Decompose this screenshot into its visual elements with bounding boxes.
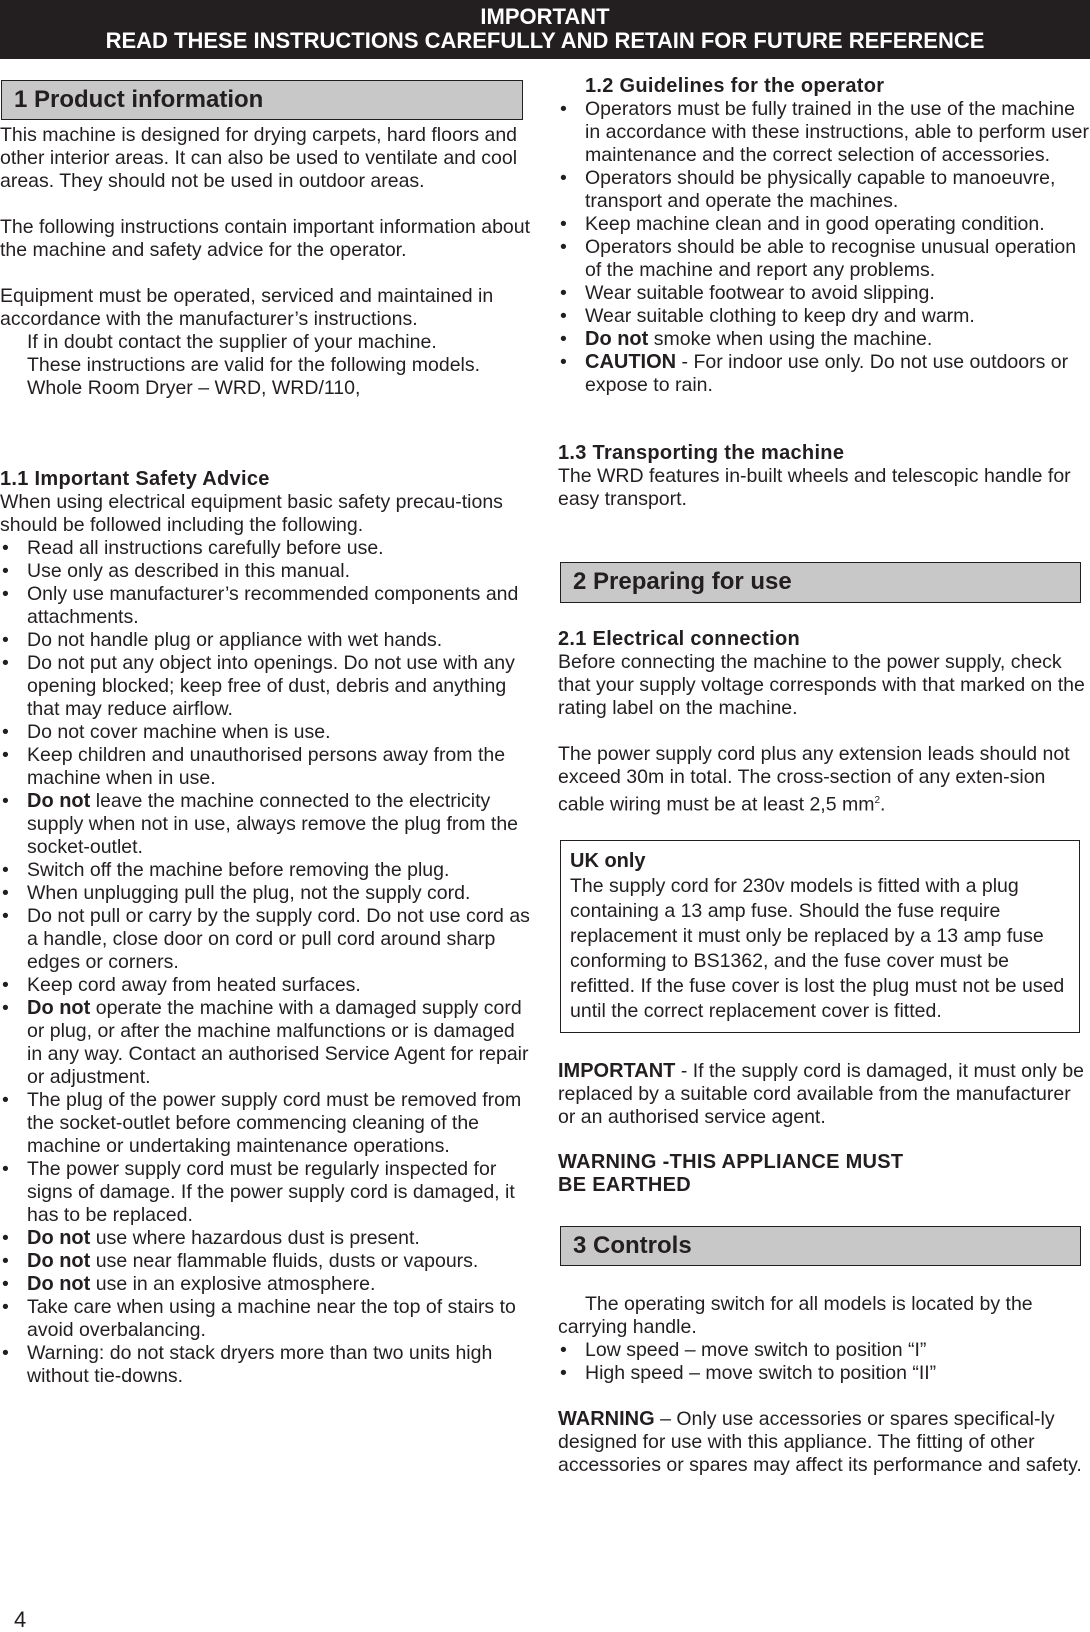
safety-item (0, 974, 533, 997)
safety-item (0, 744, 533, 790)
important-text: - If the supply cord is damaged, it must only be replaced by a suitable cord available from the manufacturer or an authorised service agent. (558, 1060, 1085, 1128)
section-3-heading: 3 Controls (560, 1226, 1081, 1266)
banner-line-1: IMPORTANT (480, 4, 610, 29)
product-info-paragraph-1: This machine is designed for drying carpets, hard floors and other interior areas. It can also be used to ventilate and cool areas. They should not be used in outdoor areas. (0, 124, 518, 192)
control-item (558, 1362, 1088, 1385)
guideline-item (558, 305, 1090, 328)
electrical-paragraph-1: Before connecting the machine to the power supply, check that your supply voltage corresponds with that marked on the rating label on the machine. (558, 651, 1085, 719)
controls-intro: The operating switch for all models is located by the carrying handle. (558, 1293, 1033, 1338)
safety-item-text: use near flammable fluids, dusts or vapours. (90, 1250, 479, 1272)
safety-item (0, 537, 533, 560)
electrical-paragraph-2-text: The power supply cord plus any extension leads should not exceed 30m in total. The cross-section of any exten-sion cable wiring must be at least 2,5 mm (558, 743, 1070, 816)
safety-item-text: Warning: do not stack dryers more than two units high without tie-downs. (27, 1342, 493, 1387)
section-1-heading: 1 Product information (1, 80, 523, 120)
safety-item (0, 1227, 533, 1250)
guideline-item (558, 282, 1090, 305)
guideline-item (558, 351, 1090, 397)
product-info-paragraph-2: The following instructions contain important information about the machine and safety advice for the operator. (0, 216, 531, 261)
section-1-3-heading: 1.3 Transporting the machine (558, 442, 845, 464)
product-info-paragraph-4: If in doubt contact the supplier of your machine. (27, 331, 437, 353)
safety-item-text: use where hazardous dust is present. (90, 1227, 420, 1249)
safety-advice-list (0, 537, 533, 1388)
guideline-item (558, 328, 1090, 351)
earthed-warning (558, 1151, 1088, 1197)
safety-item (0, 1158, 533, 1227)
earthed-warning-line-1: WARNING -THIS APPLIANCE MUST (558, 1151, 904, 1173)
safety-item-text: The plug of the power supply cord must be removed from the socket-outlet before commencing cleaning of the machine or undertaking maintenance operations. (27, 1089, 522, 1157)
superscript-2: 2 (874, 795, 881, 806)
transport-text: The WRD features in-built wheels and telescopic handle for easy transport. (558, 465, 1071, 510)
safety-item-text: leave the machine connected to the electricity supply when not in use, always remove the plug from the socket-outlet. (27, 790, 519, 858)
safety-item (0, 1250, 533, 1273)
guideline-item (558, 213, 1090, 236)
safety-item (0, 1342, 533, 1388)
guideline-item-text: Wear suitable clothing to keep dry and warm. (585, 305, 975, 327)
safety-item-bold: Do not (27, 1227, 91, 1249)
product-info-paragraph-3: Equipment must be operated, serviced and maintained in accordance with the manufacturer’s instructions. (0, 285, 494, 330)
important-label: IMPORTANT (558, 1060, 676, 1082)
guideline-item-text: Wear suitable footwear to avoid slipping. (585, 282, 935, 304)
safety-item-bold: Do not (27, 790, 91, 812)
electrical-body (558, 651, 1088, 817)
safety-item (0, 629, 533, 652)
safety-item-text: Take care when using a machine near the top of stairs to avoid overbalancing. (27, 1296, 516, 1341)
banner-line-2: READ THESE INSTRUCTIONS CAREFULLY AND RETAIN FOR FUTURE REFERENCE (105, 28, 985, 53)
earthed-warning-line-2: BE EARTHED (558, 1174, 692, 1196)
safety-item (0, 1273, 533, 1296)
control-item-text: High speed – move switch to position “II” (585, 1362, 937, 1384)
section-1-body (0, 124, 535, 400)
safety-item (0, 721, 533, 744)
control-item-text: Low speed – move switch to position “I” (585, 1339, 927, 1361)
safety-item (0, 882, 533, 905)
electrical-paragraph-2-end: . (880, 793, 886, 816)
warning-text: – Only use accessories or spares specifical-ly designed for use with this appliance. The fitting of other accessories or spares may affect its performance and safety. (558, 1408, 1082, 1476)
safety-intro: When using electrical equipment basic safety precau-tions should be followed including the following. (0, 491, 503, 536)
safety-item-text: The power supply cord must be regularly inspected for signs of damage. If the power supply cord is damaged, it has to be replaced. (27, 1158, 515, 1226)
safety-item (0, 1089, 533, 1158)
page-number: 4 (14, 1607, 27, 1632)
safety-item-text: Do not put any object into openings. Do not use with any opening blocked; keep free of dust, debris and anything that may reduce airflow. (27, 652, 515, 720)
product-info-paragraph-5: These instructions are valid for the following models. (27, 354, 481, 376)
guideline-item-text: Operators must be fully trained in the use of the machine in accordance with these instructions, able to perform user maintenance and the correct selection of accessories. (585, 98, 1090, 166)
safety-item (0, 905, 533, 974)
guideline-item-text: smoke when using the machine. (648, 328, 933, 350)
controls-list (558, 1339, 1088, 1385)
warning-label: WARNING (558, 1408, 655, 1430)
uk-only-title: UK only (570, 850, 646, 872)
safety-item-bold: Do not (27, 1273, 91, 1295)
safety-item (0, 652, 533, 721)
uk-only-box (560, 840, 1080, 1033)
important-cord-note (558, 1060, 1088, 1129)
safety-item-text: operate the machine with a damaged supply cord or plug, or after the machine malfunctions or is damaged in any way. Contact an authorised Service Agent for repair or adjustment. (27, 997, 529, 1088)
safety-item-text: Keep children and unauthorised persons away from the machine when in use. (27, 744, 506, 789)
electrical-paragraph-2 (558, 743, 1088, 817)
guideline-item-text: - For indoor use only. Do not use outdoors or expose to rain. (585, 351, 1069, 396)
product-info-models: Whole Room Dryer – WRD, WRD/110, (27, 377, 361, 399)
safety-item-text: Do not pull or carry by the supply cord. Do not use cord as a handle, close door on cord or pull cord around sharp edges or corners. (27, 905, 530, 973)
operator-guidelines-list (558, 98, 1090, 397)
safety-item (0, 859, 533, 882)
guideline-item-text: Operators should be physically capable to manoeuvre, transport and operate the machines. (585, 167, 1056, 212)
header-banner (0, 0, 1090, 59)
accessories-warning (558, 1408, 1088, 1477)
safety-item (0, 997, 533, 1089)
safety-item-text: Only use manufacturer’s recommended components and attachments. (27, 583, 519, 628)
safety-item-text: Switch off the machine before removing the plug. (27, 859, 450, 881)
section-2-heading: 2 Preparing for use (560, 562, 1081, 603)
safety-item-bold: Do not (27, 1250, 91, 1272)
safety-item (0, 1296, 533, 1342)
safety-item-text: When unplugging pull the plug, not the supply cord. (27, 882, 471, 904)
section-2-1-heading: 2.1 Electrical connection (558, 628, 801, 650)
safety-item-text: Do not handle plug or appliance with wet hands. (27, 629, 443, 651)
safety-item (0, 560, 533, 583)
guideline-item-bold: CAUTION (585, 351, 677, 373)
guideline-item (558, 167, 1090, 213)
safety-item-text: use in an explosive atmosphere. (90, 1273, 376, 1295)
safety-item-text: Do not cover machine when is use. (27, 721, 331, 743)
section-1-1-heading: 1.1 Important Safety Advice (0, 468, 270, 490)
guideline-item-bold: Do not (585, 328, 649, 350)
guideline-item (558, 98, 1090, 167)
safety-item-bold: Do not (27, 997, 91, 1019)
uk-only-text: The supply cord for 230v models is fitted with a plug containing a 13 amp fuse. Should the fuse require replacement it must only be replaced by a 13 amp fuse conforming to BS1362, and the fuse cover must be refitted. If the fuse cover is lost the plug must not be used until the correct replacement cover is fitted. (570, 875, 1065, 1022)
guideline-item-text: Keep machine clean and in good operating condition. (585, 213, 1045, 235)
safety-item-text: Read all instructions carefully before use. (27, 537, 384, 559)
control-item (558, 1339, 1088, 1362)
guideline-item-text: Operators should be able to recognise unusual operation of the machine and report any problems. (585, 236, 1077, 281)
safety-item-text: Use only as described in this manual. (27, 560, 350, 582)
guideline-item (558, 236, 1090, 282)
safety-item (0, 583, 533, 629)
safety-item (0, 790, 533, 859)
section-1-2-heading: 1.2 Guidelines for the operator (585, 75, 885, 97)
safety-item-text: Keep cord away from heated surfaces. (27, 974, 361, 996)
